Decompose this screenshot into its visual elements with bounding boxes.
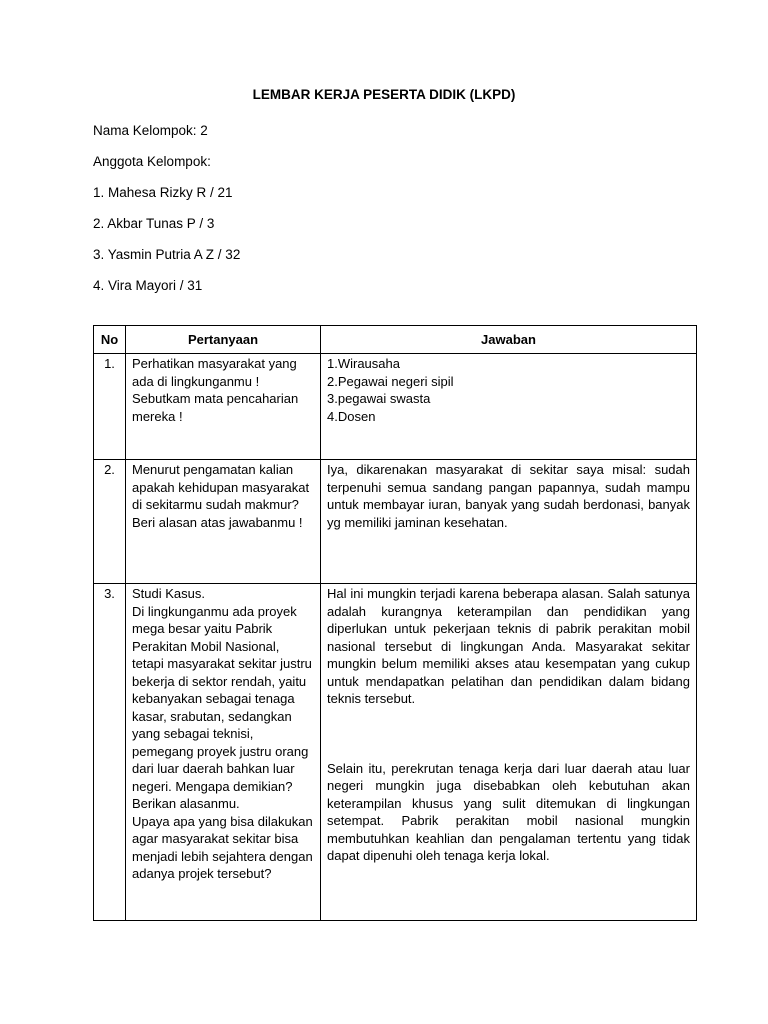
worksheet-table — [93, 325, 697, 921]
question-cell: Menurut pengamatan kalian apakah kehidupan masyarakat di sekitarmu sudah makmur? Beri alasan atas jawabanmu ! — [126, 460, 321, 584]
question-cell — [126, 584, 321, 921]
answer-paragraph: Hal ini mungkin terjadi karena beberapa alasan. Salah satunya adalah kurangnya keterampilan dan pendidikan yang diperlukan untuk pekerjaan teknis di pabrik perakitan mobil nasional tersebut di lingkungan Anda. Masyarakat sekitar mungkin belum memiliki akses atau kesempatan yang cukup untuk mendapatkan pelatihan dan pendidikan dalam bidang teknis tersebut. — [327, 586, 690, 706]
answer-cell — [321, 584, 697, 921]
member-item-2: 2. Akbar Tunas P / 3 — [93, 216, 215, 231]
question-text: Upaya apa yang bisa dilakukan agar masyarakat sekitar bisa menjadi lebih sejahtera dengan adanya projek tersebut? — [132, 813, 313, 881]
table-row — [94, 354, 697, 460]
question-text: Di lingkunganmu ada proyek mega besar yaitu Pabrik Perakitan Mobil Nasional, tetapi masyarakat sekitar justru bekerja di sektor rendah, yaitu kebanyakan sebagai tenaga kasar, srabutan, sedangkan yang sebagai teknisi, pemegang proyek justru orang dari luar daerah bahkan luar negeri. Mengapa demikian? Berikan alasanmu. — [132, 603, 312, 811]
header-answer: Jawaban — [321, 326, 697, 354]
answer-list-item: 1.Wirausaha — [327, 356, 400, 371]
header-question: Pertanyaan — [126, 326, 321, 354]
table-row — [94, 584, 697, 921]
answer-list-item: 2.Pegawai negeri sipil — [327, 373, 454, 389]
row-number: 3. — [94, 584, 126, 921]
answer-cell: Iya, dikarenakan masyarakat di sekitar saya misal: sudah terpenuhi semua sandang pangan papannya, sudah mampu untuk membayar iuran, banyak yang sudah berdonasi, banyak yg memiliki jaminan kesehatan. — [321, 460, 697, 584]
row-number: 1. — [94, 354, 126, 460]
row-number: 2. — [94, 460, 126, 584]
answer-list-item: 4.Dosen — [327, 408, 376, 424]
answer-paragraph: Selain itu, perekrutan tenaga kerja dari luar daerah atau luar negeri mungkin juga disebabkan oleh kebutuhan akan keterampilan khusus yang sulit ditemukan di lingkungan setempat. Pabrik perakitan mobil nasional mungkin membutuhkan keahlian dan pengalaman tertentu yang tidak dapat dipenuhi oleh tenaga kerja lokal. — [327, 760, 690, 863]
page-title: LEMBAR KERJA PESERTA DIDIK (LKPD) — [252, 87, 516, 102]
paragraph-gap — [327, 708, 690, 760]
member-item-3: 3. Yasmin Putria A Z / 32 — [93, 247, 241, 262]
table-row — [94, 460, 697, 584]
answer-list-item: 3.pegawai swasta — [327, 391, 431, 406]
group-name: Nama Kelompok: 2 — [93, 123, 208, 138]
question-heading: Studi Kasus. — [132, 586, 205, 601]
member-item-4: 4. Vira Mayori / 31 — [93, 278, 203, 293]
members-label: Anggota Kelompok: — [93, 154, 211, 169]
member-item-1: 1. Mahesa Rizky R / 21 — [93, 185, 233, 200]
answer-cell — [321, 354, 697, 460]
table-header-row — [94, 326, 697, 354]
header-no: No — [94, 326, 126, 354]
question-cell: Perhatikan masyarakat yang ada di lingkunganmu ! Sebutkam mata pencaharian mereka ! — [126, 354, 321, 460]
